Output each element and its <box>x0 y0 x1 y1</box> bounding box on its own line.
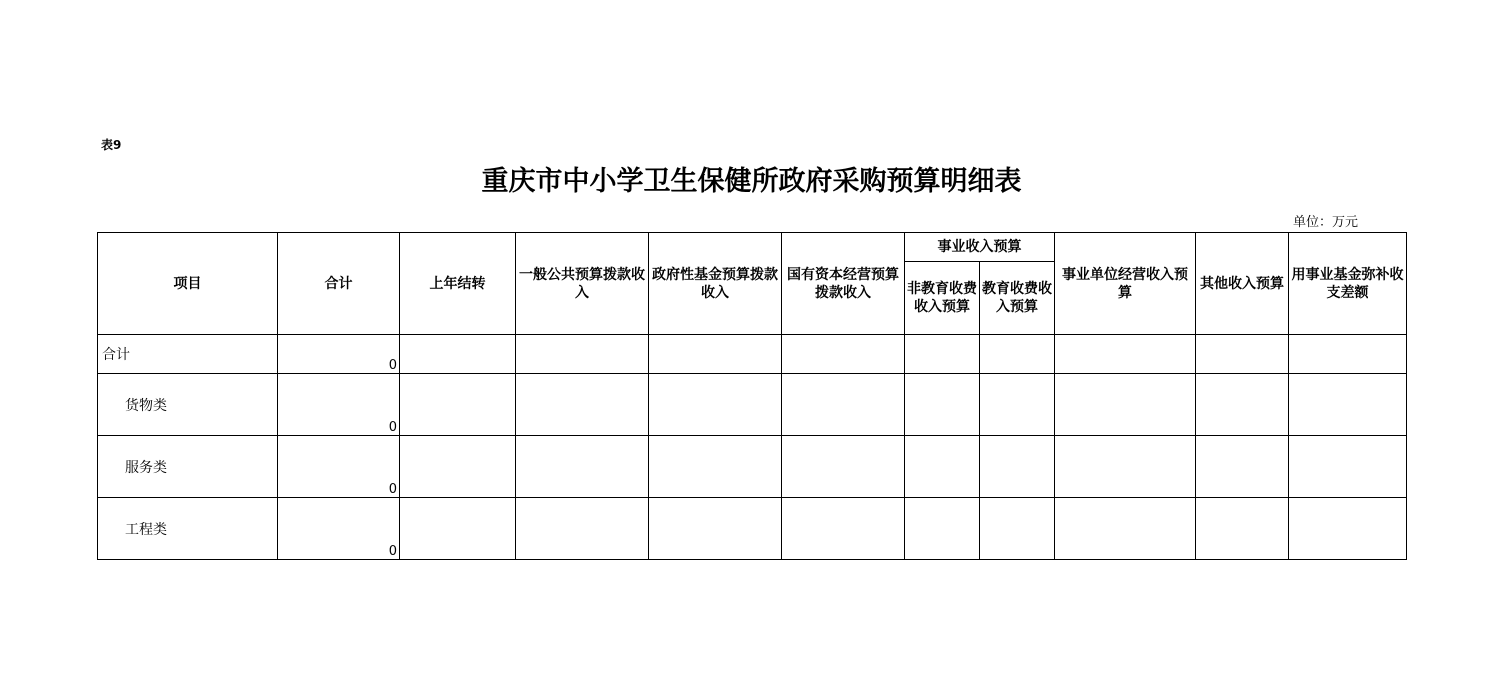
cell-gov-fund <box>649 335 782 374</box>
cell-state-capital <box>782 335 905 374</box>
cell-carryover <box>400 374 516 436</box>
column-header-edu-fee: 教育收费收入预算 <box>980 262 1055 335</box>
row-name: 货物类 <box>98 374 278 436</box>
cell-edu-fee <box>980 436 1055 498</box>
column-header-non-edu-fee: 非教育收费收入预算 <box>905 262 980 335</box>
row-total-value: 0 <box>278 498 400 560</box>
row-name: 合计 <box>98 335 278 374</box>
column-header-general-budget: 一般公共预算拨款收入 <box>516 233 649 335</box>
cell-edu-fee <box>980 498 1055 560</box>
row-total-value: 0 <box>278 436 400 498</box>
table-row-goods <box>98 374 1407 436</box>
cell-gov-fund <box>649 374 782 436</box>
column-header-total: 合计 <box>278 233 400 335</box>
header-row <box>98 233 1407 262</box>
cell-edu-fee <box>980 374 1055 436</box>
cell-other <box>1196 436 1289 498</box>
cell-other <box>1196 374 1289 436</box>
cell-gov-fund <box>649 498 782 560</box>
cell-general-budget <box>516 335 649 374</box>
cell-fund-offset <box>1289 498 1407 560</box>
cell-fund-offset <box>1289 374 1407 436</box>
table-number: 表9 <box>101 138 122 152</box>
row-total-value: 0 <box>278 335 400 374</box>
column-header-fund-offset: 用事业基金弥补收支差额 <box>1289 233 1407 335</box>
cell-operating <box>1055 374 1196 436</box>
cell-general-budget <box>516 436 649 498</box>
page-title: 重庆市中小学卫生保健所政府采购预算明细表 <box>481 166 1022 197</box>
column-header-state-capital: 国有资本经营预算拨款收入 <box>782 233 905 335</box>
cell-non-edu-fee <box>905 436 980 498</box>
row-name: 工程类 <box>98 498 278 560</box>
table-row-total <box>98 335 1407 374</box>
cell-carryover <box>400 498 516 560</box>
cell-other <box>1196 335 1289 374</box>
row-name: 服务类 <box>98 436 278 498</box>
row-total-value: 0 <box>278 374 400 436</box>
cell-non-edu-fee <box>905 498 980 560</box>
table-row-services <box>98 436 1407 498</box>
cell-state-capital <box>782 374 905 436</box>
column-header-other: 其他收入预算 <box>1196 233 1289 335</box>
column-header-carryover: 上年结转 <box>400 233 516 335</box>
procurement-budget-table <box>97 232 1407 560</box>
cell-general-budget <box>516 498 649 560</box>
cell-carryover <box>400 436 516 498</box>
cell-state-capital <box>782 498 905 560</box>
cell-edu-fee <box>980 335 1055 374</box>
cell-other <box>1196 498 1289 560</box>
cell-state-capital <box>782 436 905 498</box>
cell-non-edu-fee <box>905 374 980 436</box>
cell-operating <box>1055 335 1196 374</box>
cell-carryover <box>400 335 516 374</box>
column-header-item: 项目 <box>98 233 278 335</box>
column-header-business-income: 事业收入预算 <box>905 233 1055 262</box>
unit-label: 单位：万元 <box>1293 215 1359 230</box>
column-header-gov-fund: 政府性基金预算拨款收入 <box>649 233 782 335</box>
cell-fund-offset <box>1289 436 1407 498</box>
column-header-operating: 事业单位经营收入预算 <box>1055 233 1196 335</box>
cell-fund-offset <box>1289 335 1407 374</box>
cell-operating <box>1055 436 1196 498</box>
cell-gov-fund <box>649 436 782 498</box>
cell-operating <box>1055 498 1196 560</box>
table-row-engineering <box>98 498 1407 560</box>
cell-non-edu-fee <box>905 335 980 374</box>
cell-general-budget <box>516 374 649 436</box>
